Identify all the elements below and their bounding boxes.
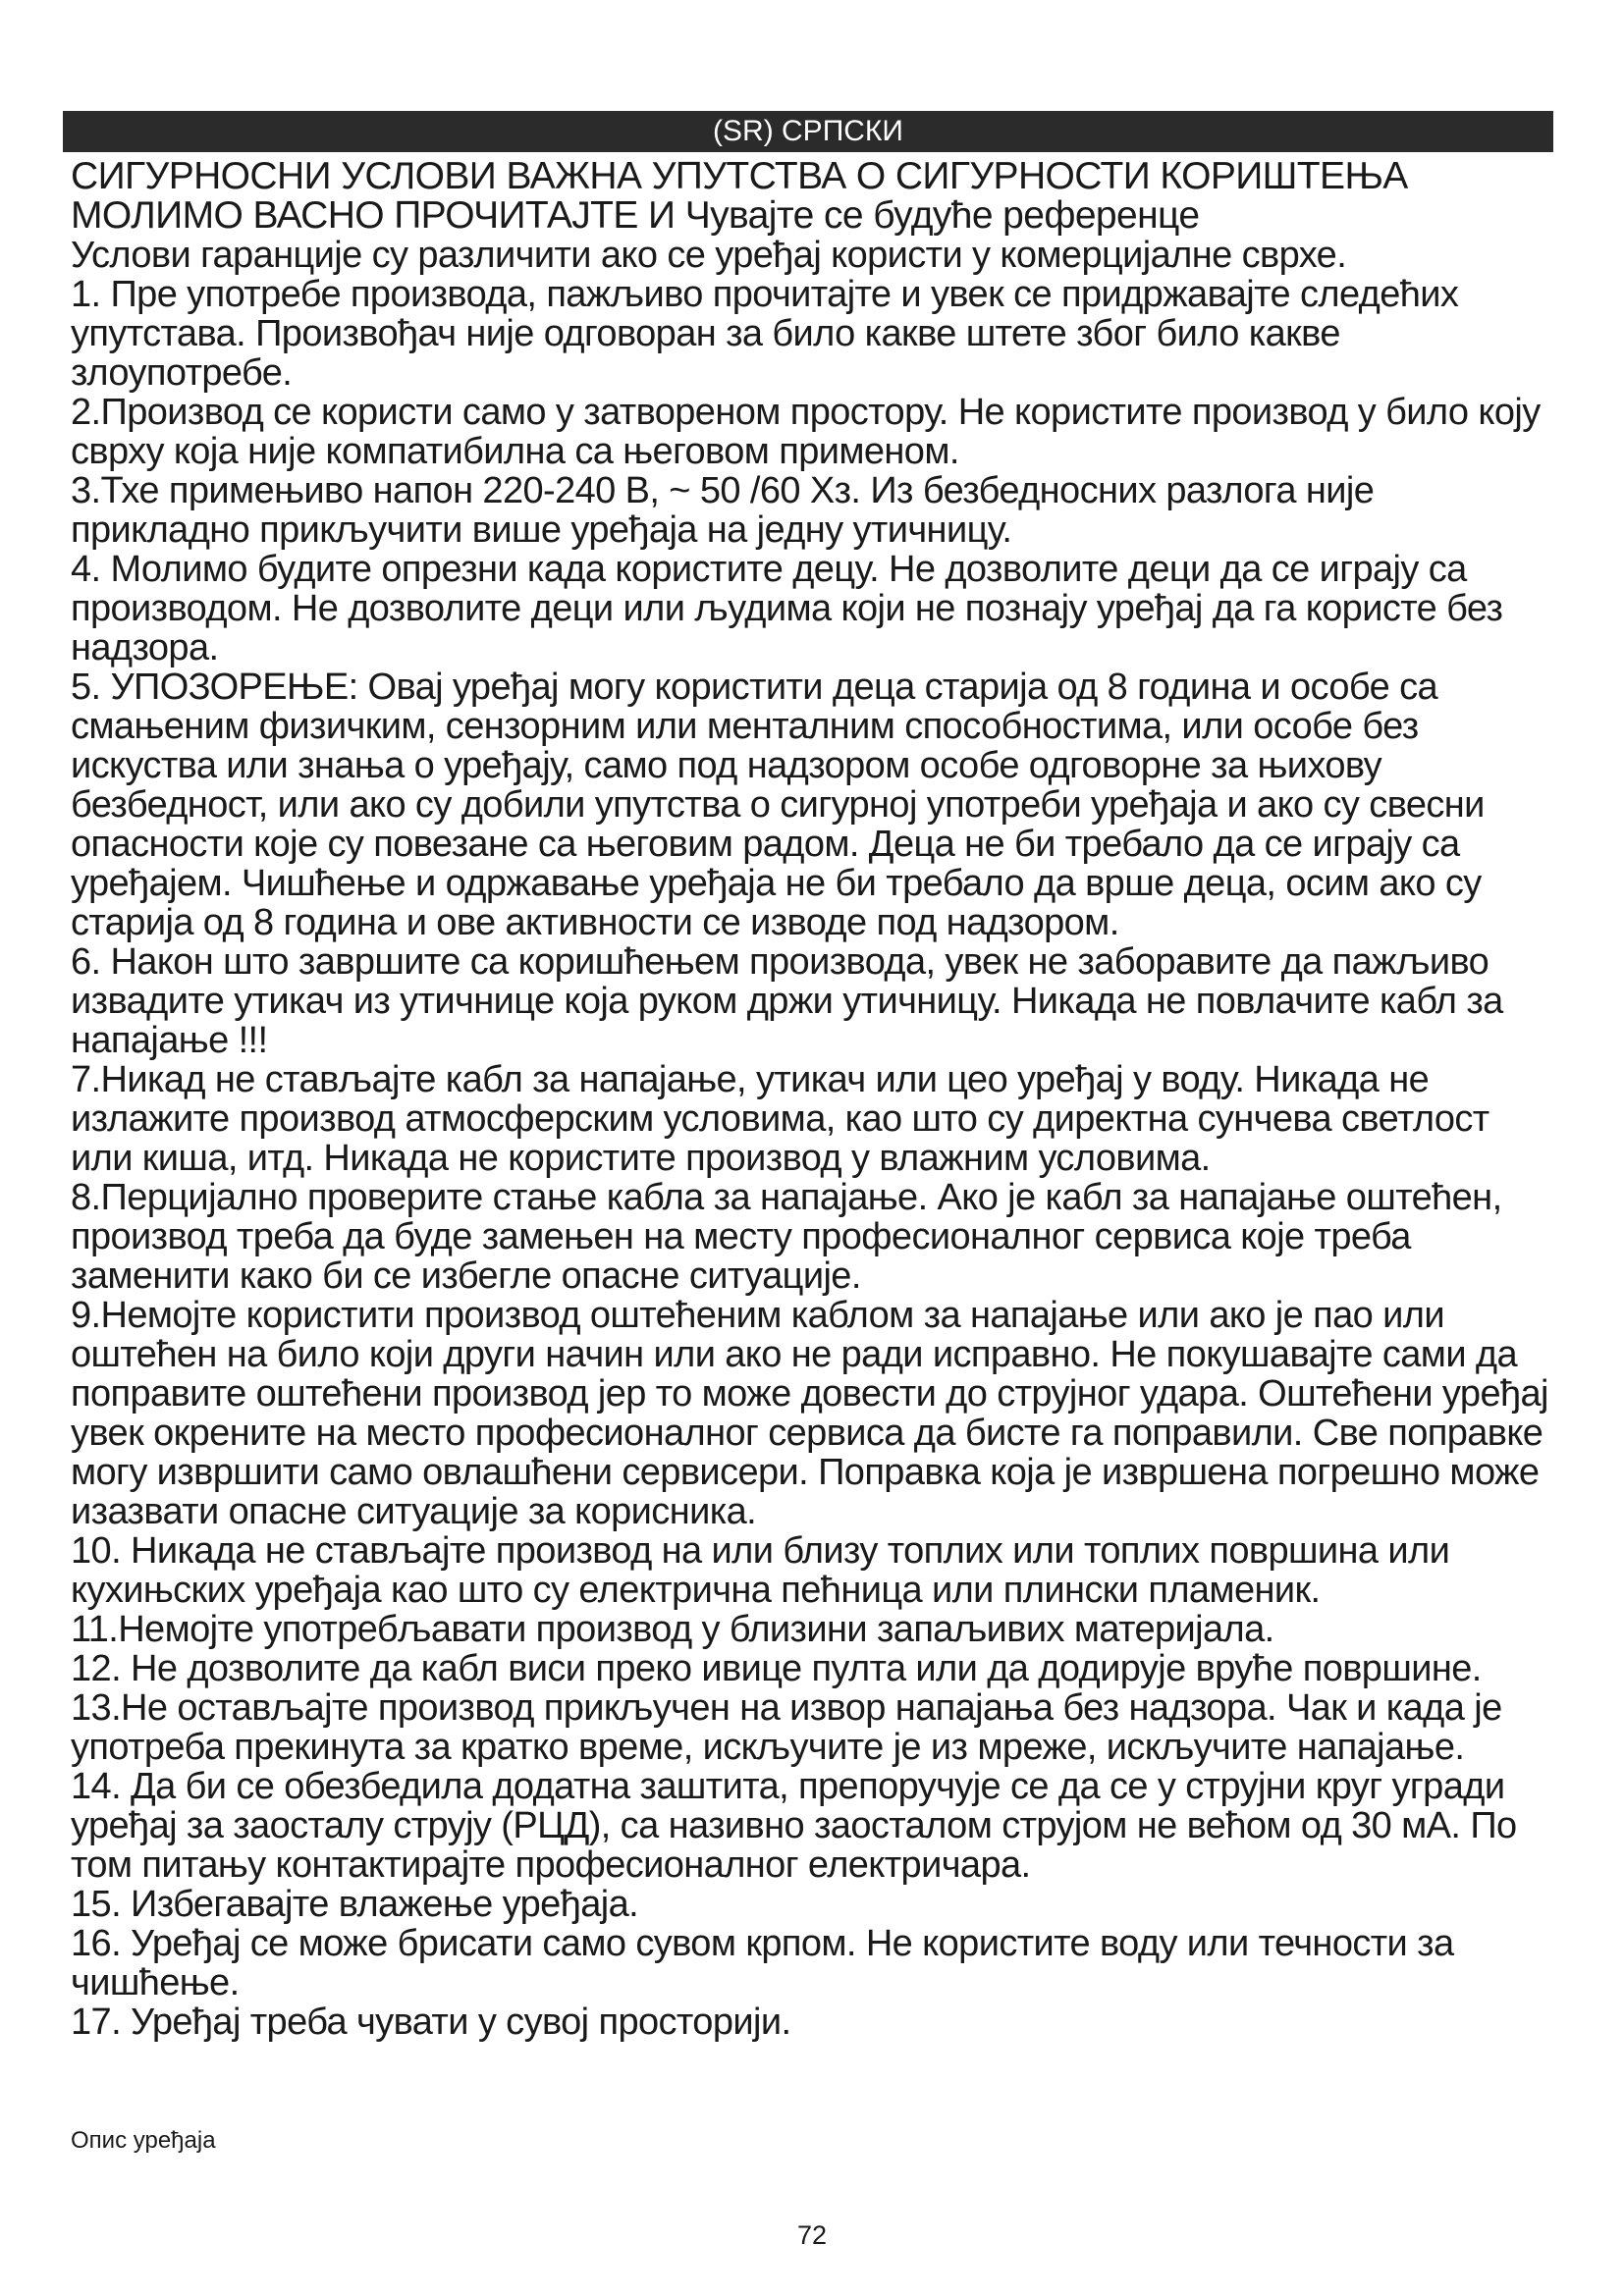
language-header-bar <box>63 111 1553 152</box>
instruction-item-3: 3.Тхе примењиво напон 220-240 В, ~ 50 /60 Хз. Из безбедносних разлога није прикладно прикључити више уређаја на једну утичницу. <box>71 470 1375 551</box>
instruction-item-10: 10. Никада не стављајте производ на или близу топлих или топлих површина или кухињских уређаја као што су електрична пећница или плински пламеник. <box>71 1530 1450 1611</box>
instruction-item-17: 17. Уређај треба чувати у сувој просторији. <box>71 2002 791 2043</box>
safety-heading: СИГУРНОСНИ УСЛОВИ ВАЖНА УПУТСТВА О СИГУРНОСТИ КОРИШТЕЊА МОЛИМО ВАСНО ПРОЧИТАЈТЕ И Чувајте се будуће референце <box>71 155 1408 237</box>
instruction-item-4: 4. Молимо будите опрезни када користите децу. Не дозволите деци да се играју са производом. Не дозволите деци или људима који не познају уређај да га користе без надзора. <box>71 549 1503 668</box>
instruction-item-2: 2.Производ се користи само у затвореном простору. Не користите производ у било коју сврху која није компатибилна са његовом применом. <box>71 392 1541 472</box>
warranty-note: Услови гаранције су различити ако се уређај користи у комерцијалне сврхе. <box>71 235 1347 276</box>
instruction-item-8: 8.Перцијално проверите стање кабла за напајање. Ако је кабл за напајање оштећен, производ треба да буде замењен на месту професионалног сервиса које треба заменити како би се избегле опасне ситуације. <box>71 1177 1502 1297</box>
document-body <box>71 157 1555 2042</box>
instruction-item-6: 6. Након што завршите са коришћењем производа, увек не заборавите да пажљиво извадите утикач из утичнице која руком држи утичницу. Никада не повлачите кабл за напајање !!! <box>71 941 1503 1061</box>
instruction-item-11: 11.Немојте употребљавати производ у близини запаљивих материјала. <box>71 1609 1274 1650</box>
page-number: 72 <box>796 2220 828 2250</box>
instruction-item-13: 13.Не остављајте производ прикључен на извор напајања без надзора. Чак и када је употреба прекинута за кратко време, искључите је из мреже, искључите напајање. <box>71 1687 1502 1768</box>
instruction-item-9: 9.Немојте користити производ оштећеним каблом за напајање или ако је пао или оштећен на било који други начин или ако не ради исправно. Не покушавајте сами да поправите оштећени производ јер то може довести до струјног удара. Оштећени уређај увек окрените на место професионалног сервиса да бисте га поправили. Све поправке могу извршити само овлашћени сервисери. Поправка која је извршена погрешно може изазвати опасне ситуације за корисника. <box>71 1295 1548 1532</box>
instruction-item-15: 15. Избегавајте влажење уређаја. <box>71 1884 639 1925</box>
language-label: (SR) СРПСКИ <box>713 115 903 147</box>
device-description-label: Опис уређаја <box>71 2127 216 2154</box>
instruction-item-12: 12. Не дозволите да кабл виси преко ивице пулта или да додирује вруће површине. <box>71 1648 1482 1689</box>
instruction-item-16: 16. Уређај се може брисати само сувом крпом. Не користите воду или течности за чишћење. <box>71 1923 1454 2003</box>
instruction-item-14: 14. Да би се обезбедила додатна заштита, препоручује се да се у струјни круг угради уређај за заосталу струју (РЦД), са називно заосталом струјом не већом од 30 мА. По том питању контактирајте професионалног електричара. <box>71 1766 1517 1886</box>
instruction-item-7: 7.Никад не стављајте кабл за напајање, утикач или цео уређај у воду. Никада не излажите производ атмосферским условима, као што су директна сунчева светлост или киша, итд. Никада не користите производ у влажним условима. <box>71 1059 1489 1179</box>
instruction-item-1: 1. Пре употребе производа, пажљиво прочитајте и увек се придржавајте следећих упутстава. Произвођач није одговоран за било какве штете због било какве злоупотребе. <box>71 274 1459 394</box>
instruction-item-5: 5. УПОЗОРЕЊЕ: Овај уређај могу користити деца старија од 8 година и особе са смањеним физичким, сензорним или менталним способностима, или особе без искуства или знања о уређају, само под надзором особе одговорне за њихову безбедност, или ако су добили упутства о сигурној употреби уређаја и ако су свесни опасности које су повезане са његовим радом. Деца не би требало да се играју са уређајем. Чишћење и одржавање уређаја не би требало да врше деца, осим ако су старија од 8 година и ове активности се изводе под надзором. <box>71 667 1485 943</box>
